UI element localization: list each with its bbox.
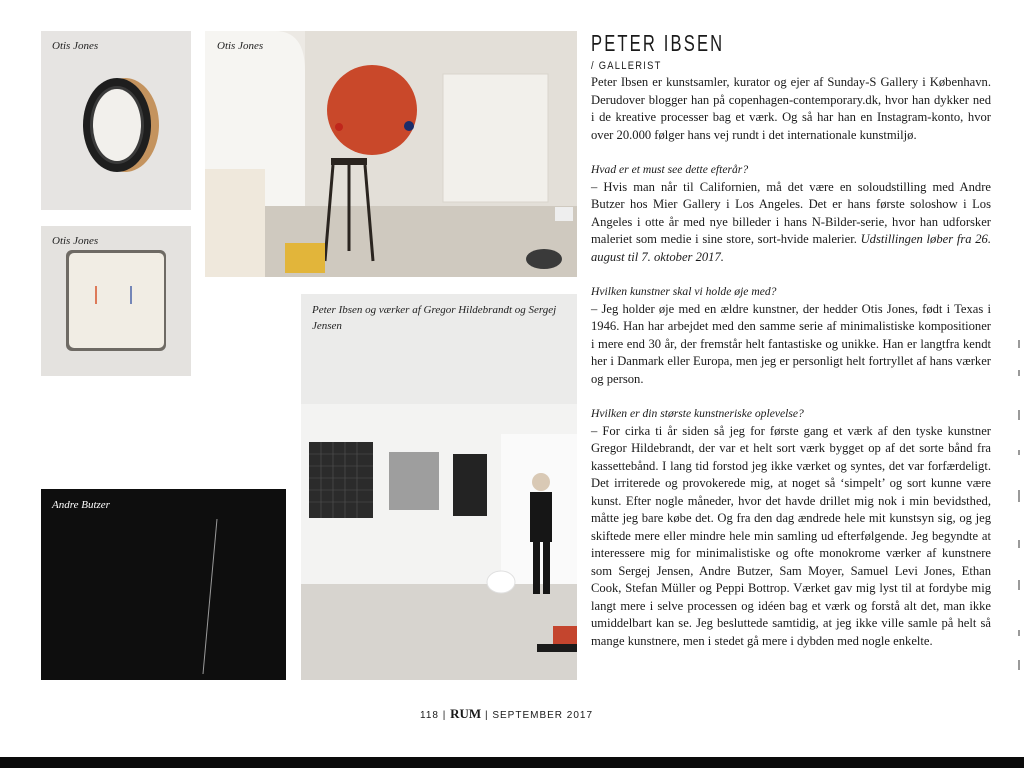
answer-1-italic: Udstillingen løber fra 26. august til 7. oktober 2017. [591,232,991,264]
footer-separator-1: | [442,710,447,721]
article-intro: Peter Ibsen er kunstsamler, kurator og ejer af Sunday-S Gallery i København. Derudover blogger han på copenhagen-contemporary.dk, hvor han dykker ned i de kreative processer bag et værk. Og så har han en Instagram-konto, hvor over 20.000 følger hans vej rundt i det internationale kunstmiljø. [591,75,991,142]
black-artwork-illustration [41,489,286,680]
magazine-name: RUM [450,706,482,721]
oval-artwork-illustration [41,31,191,210]
question-1: Hvad er et must see dette efterår? [591,163,749,176]
answer-1 [591,179,991,267]
studio-photo [205,31,577,277]
studio-illustration [205,31,577,277]
page-footer [420,706,593,722]
caption-otis-jones-1: Otis Jones [52,40,99,52]
caption-otis-jones-3: Otis Jones [52,235,99,247]
footer-separator-2: | [484,710,489,721]
issue-date: SEPTEMBER 2017 [492,710,594,721]
article-headline: PETER IBSEN [591,30,725,56]
caption-otis-jones-2: Otis Jones [217,40,264,52]
caption-peter-ibsen: Peter Ibsen og værker af Gregor Hildebrandt og Sergej Jensen [312,304,557,332]
otis-jones-oval-photo [41,31,191,210]
article [591,30,991,650]
question-3: Hvilken er din største kunstneriske oplevelse? [591,407,804,420]
answer-2: – Jeg holder øje med en ældre kunstner, der hedder Otis Jones, født i Texas i 1946. Han har arbejdet med den samme serie af minimalistiske kompositioner i mere end 30 år, der fremstår helt fantastiske og unikke. Han er langtfra kendt her i Danmark eller Europa, men jeg er personligt helt fortryllet af hans værker og person. [591,301,991,386]
question-2: Hvilken kunstner skal vi holde øje med? [591,285,777,298]
answer-1-text: – Hvis man når til Californien, må det være en soloudstilling med Andre Butzer hos Mier Gallery i Los Angeles. Det er hans første soloshow i Los Angeles i otte år med nye billeder i hans N-Bilder-serie, hvor han udforsker maleriet som medie i sine store, sort-hvide malerier. [591,179,991,246]
page-spine-edge [1016,340,1022,680]
article-role: / GALLERIST [591,60,662,72]
andre-butzer-photo [41,489,286,680]
answer-3: – For cirka ti år siden så jeg for første gang et værk af den tyske kunstner Gregor Hildebrandt, der var et helt sort værk bygget op af det sorte bånd fra kassettebånd. I lang tid forstod jeg ikke værket og syntes, det var forfærdeligt. Det irriterede og provokerede mig, at noget så ‘simpelt’ og sort kunne være kunst. Efter nogle måneder, hvor det havde drillet mig nok i min bevidsthed, måtte jeg bare købe det. Og fra den dag ændrede hele mit kunstsyn sig, og jeg skiftede mere eller mindre hele min samling ud efterfølgende. Jeg begyndte at interessere mig for minimalistiske og ofte monokrome værker af kunstnere som Sergej Jensen, Andre Butzer, Sam Moyer, Samuel Levi Jones, Ethan Cook, Stefan Müller og Peppi Bottrop. Værket gav mig lyst til at fordybe mig langt mere i selve processen og idéen bag et værk og forstå alt det, man ikke umiddelbart kan se. Jeg besluttede samtidig, at jeg ikke ville samle på helt så mange kunstnere, men i stedet gå mere i dybden med nogle enkelte. [591,423,991,648]
page-number: 118 [420,710,439,721]
bottom-bar [0,757,1024,768]
gallery-room-illustration [301,294,577,680]
caption-andre-butzer: Andre Butzer [52,499,110,511]
peter-ibsen-photo [301,294,577,680]
